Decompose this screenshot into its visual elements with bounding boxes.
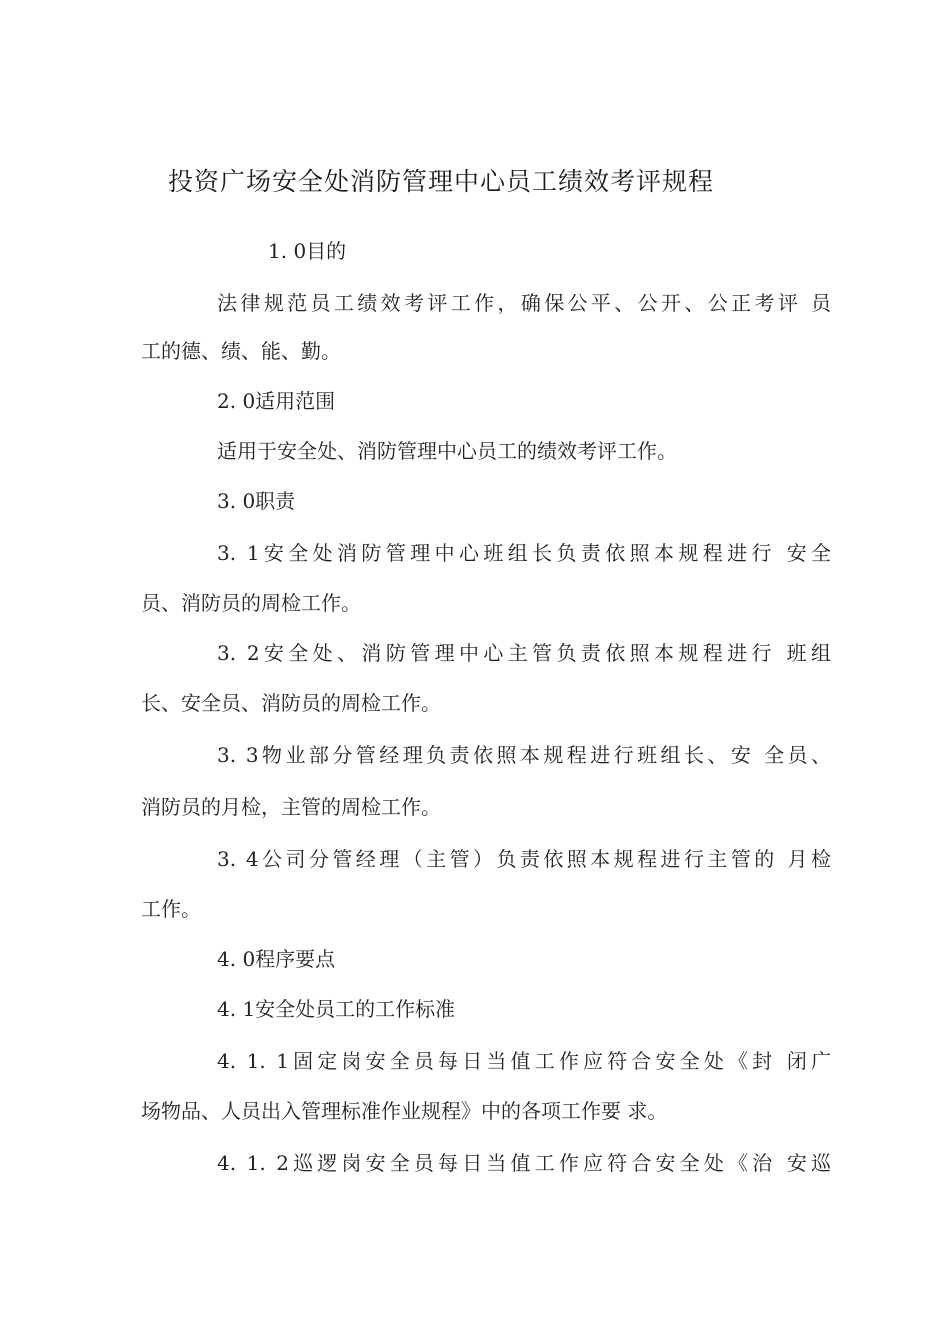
paragraph-line: 4. 1. 1固定岗安全员每日当值工作应符合安全处《封 闭广	[217, 1049, 831, 1073]
document-title: 投资广场安全处消防管理中心员工绩效考评规程	[168, 167, 715, 196]
paragraph-line: 3. 4公司分管经理（主管）负责依照本规程进行主管的 月检	[217, 847, 831, 871]
paragraph-line: 消防员的月检，主管的周检工作。	[141, 795, 441, 819]
paragraph-line: 场物品、人员出入管理标准作业规程》中的各项工作要 求。	[141, 1099, 668, 1123]
section-heading-procedure: 4. 0程序要点	[217, 947, 336, 971]
paragraph-line: 适用于安全处、消防管理中心员工的绩效考评工作。	[217, 439, 677, 463]
paragraph-line: 工的德、绩、能、勤。	[141, 339, 341, 363]
paragraph-line: 长、安全员、消防员的周检工作。	[141, 691, 441, 715]
paragraph-line: 员、消防员的周检工作。	[141, 591, 361, 615]
section-heading-duties: 3. 0职责	[217, 489, 296, 513]
paragraph-line: 3. 1安全处消防管理中心班组长负责依照本规程进行 安全	[217, 541, 831, 565]
section-heading-scope: 2. 0适用范围	[217, 389, 336, 413]
paragraph-line: 工作。	[141, 897, 201, 921]
subsection-heading: 4. 1安全处员工的工作标准	[217, 997, 456, 1021]
paragraph-line: 3. 3物业部分管经理负责依照本规程进行班组长、安 全员、	[217, 743, 831, 767]
paragraph-line: 4. 1. 2巡逻岗安全员每日当值工作应符合安全处《治 安巡	[217, 1151, 831, 1175]
paragraph-line: 3. 2安全处、消防管理中心主管负责依照本规程进行 班组	[217, 641, 831, 665]
section-heading-purpose: 1. 0目的	[268, 239, 347, 263]
paragraph-line: 法律规范员工绩效考评工作，确保公平、公开、公正考评 员	[217, 291, 831, 315]
